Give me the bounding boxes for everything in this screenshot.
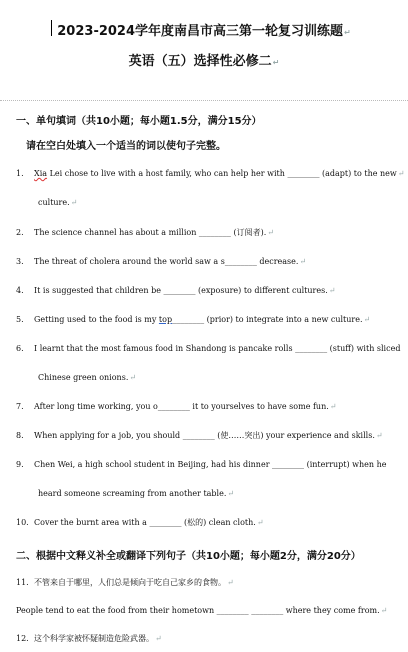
question-11-answer-line: People tend to eat the food from their hometown ________ ________ where they come from.↵ (16, 606, 388, 615)
question-6: 6. I learnt that the most famous food in Shandong is pancake rolls ________ (stuff) with sliced (16, 344, 401, 353)
section-divider (0, 100, 408, 101)
document-subtitle: 英语（五）选择性必修二↵ (128, 54, 280, 69)
question-4: 4. It is suggested that children be ________ (exposure) to different cultures.↵ (16, 286, 336, 295)
document-title: 2023-2024学年度南昌市高三第一轮复习训练题↵ (57, 24, 351, 39)
question-11: 11. 不管来自于哪里，人们总是倾向于吃自己家乡的食物。↵ (16, 578, 234, 587)
question-2: 2. The science channel has about a million ________ (订阅者).↵ (16, 228, 274, 237)
section1-heading: 一、单句填词（共10小题；每小题1.5分，满分15分） (16, 116, 262, 127)
question-1-continuation: culture.↵ (38, 198, 78, 207)
section1-instruction: 请在空白处填入一个适当的词以使句子完整。 (26, 141, 226, 152)
question-12: 12. 这个科学家被怀疑制造危险武器。↵ (16, 634, 162, 643)
question-9: 9. Chen Wei, a high school student in Beijing, had his dinner ________ (interrupt) when he (16, 460, 387, 469)
question-10: 10. Cover the burnt area with a ________ (松的) clean cloth.↵ (16, 518, 264, 527)
question-1: 1. Xia Lei chose to live with a host family, who can help her with ________ (adapt) to the new↵ (16, 169, 405, 178)
question-8: 8. When applying for a job, you should ________ (使……突出) your experience and skills.↵ (16, 431, 383, 440)
question-9-continuation: heard someone screaming from another table.↵ (38, 489, 235, 498)
question-7: 7. After long time working, you o________ it to yourselves to have some fun.↵ (16, 402, 337, 411)
question-6-continuation: Chinese green onions.↵ (38, 373, 137, 382)
question-5: 5. Getting used to the food is my top________ (prior) to integrate into a new culture.↵ (16, 315, 371, 324)
question-3: 3. The threat of cholera around the world saw a s________ decrease.↵ (16, 257, 307, 266)
section2-heading: 二、根据中文释义补全或翻译下列句子（共10小题；每小题2分，满分20分） (16, 551, 361, 562)
